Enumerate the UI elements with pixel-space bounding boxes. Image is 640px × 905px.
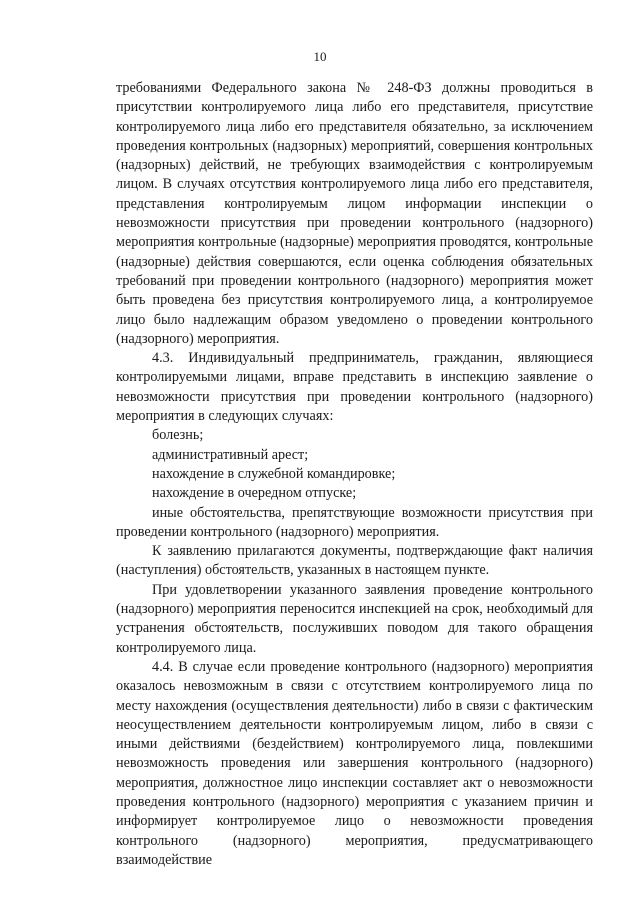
paragraph-continuation: требованиями Федерального закона № 248-ФЗ должны проводиться в присутствии контролируемого лица либо его представителя, присутствие контролируемого лица либо его представителя обязательно, за исключением проведения контрольных (надзорных) мероприятий, совершения контрольных (надзорных) действий, не требующих взаимодействия с контролируемым лицом. В случаях отсутствия контролируемого лица либо его представителя, представления контролируемым лицом информации инспекции о невозможности присутствия при проведении контрольного (надзорного) мероприятия контрольные (надзорные) мероприятия проводятся, контрольные (надзорные) действия совершаются, если оценка соблюдения обязательных требований при проведении контрольного (надзорного) мероприятия может быть проведена без присутствия контролируемого лица, а контролируемое лицо было надлежащим образом уведомлено о проведении контрольного (надзорного) мероприятия. xyxy=(116,80,593,347)
paragraph-4-3: 4.3. Индивидуальный предприниматель, гражданин, являющиеся контролируемыми лицами, вправе представить в инспекцию заявление о невозможности присутствия при проведении контрольного (надзорного) мероприятия в следующих случаях: xyxy=(116,350,593,425)
document-body xyxy=(116,79,593,870)
list-item-other-circumstances: иные обстоятельства, препятствующие возможности присутствия при проведении контрольного (надзорного) мероприятия. xyxy=(116,504,593,540)
list-item-arrest: административный арест; xyxy=(152,446,309,463)
paragraph-4-4: 4.4. В случае если проведение контрольного (надзорного) мероприятия оказалось невозможным в связи с отсутствием контролируемого лица по месту нахождения (осуществления деятельности) либо в связи с фактическим неосуществлением деятельности контролируемым лицом, либо в связи с иными действиями (бездействием) контролируемого лица, повлекшими невозможность проведения или завершения контрольного (надзорного) мероприятия, должностное лицо инспекции составляет акт о невозможности проведения контрольного (надзорного) мероприятия с указанием причин и информирует контролируемое лицо о невозможности проведения контрольного (надзорного) мероприятия, предусматривающего взаимодействие xyxy=(116,658,593,868)
list-item-business-trip: нахождение в служебной командировке; xyxy=(152,465,396,482)
list-item-vacation: нахождение в очередном отпуске; xyxy=(152,485,357,502)
paragraph-postponement: При удовлетворении указанного заявления проведение контрольного (надзорного) мероприятия переносится инспекцией на срок, необходимый для устранения обстоятельств, послуживших поводом для такого обращения контролируемого лица. xyxy=(116,581,593,656)
page-number: 10 xyxy=(313,49,327,64)
list-item-illness: болезнь; xyxy=(152,427,204,444)
paragraph-attachments: К заявлению прилагаются документы, подтверждающие факт наличия (наступления) обстоятельств, указанных в настоящем пункте. xyxy=(116,543,593,579)
